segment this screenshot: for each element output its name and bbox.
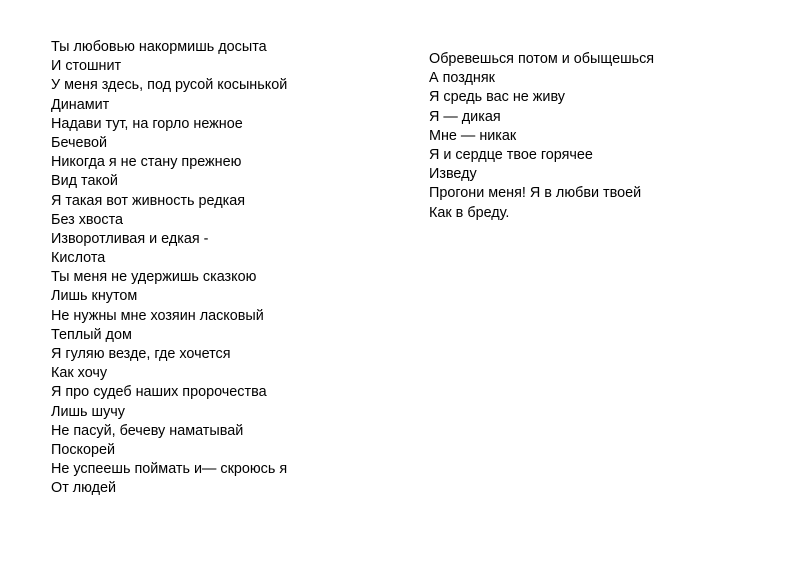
poem-line: Не успеешь поймать и— скроюсь я	[51, 461, 288, 478]
poem-line: Бечевой	[51, 134, 107, 151]
poem-line: Вид такой	[51, 173, 118, 190]
poem-line: И стошнит	[51, 58, 122, 75]
poem-line: Надави тут, на горло нежное	[51, 115, 243, 132]
poem-line: Ты любовью накормишь досыта	[51, 39, 267, 55]
poem-line: Изведу	[429, 166, 477, 183]
poem-line: Как хочу	[51, 365, 108, 382]
poem-line: Кислота	[51, 250, 106, 267]
poem-line: Поскорей	[51, 441, 116, 458]
poem-line: У меня здесь, под русой косынькой	[51, 77, 288, 94]
poem-line: Теплый дом	[51, 326, 132, 343]
poem-line: Ты меня не удержишь сказкою	[51, 269, 257, 286]
poem-line: Прогони меня! Я в любви твоей	[429, 185, 642, 202]
poem-line: От людей	[51, 480, 117, 497]
poem-line: Я средь вас не живу	[429, 89, 565, 106]
poem-line: Не пасуй, бечеву наматывай	[51, 422, 244, 439]
poem-line: Я — дикая	[429, 108, 501, 125]
poem-line: Никогда я не стану прежнею	[51, 154, 242, 171]
poem-left-column	[51, 38, 287, 499]
poem-line: Я и сердце твое горячее	[429, 146, 593, 163]
poem-line: Я такая вот живность редкая	[51, 192, 246, 209]
poem-line: Лишь шучу	[51, 403, 125, 420]
poem-line: Мне — никак	[429, 127, 517, 144]
poem-right-column	[429, 50, 654, 223]
poem-line: Не нужны мне хозяин ласковый	[51, 307, 264, 324]
poem-line: Я гуляю везде, где хочется	[51, 346, 231, 362]
poem-line: Без хвоста	[51, 211, 124, 228]
poem-line: Как в бреду.	[429, 204, 510, 221]
poem-line: А поздняк	[429, 70, 495, 87]
poem-line: Обревешься потом и обыщешься	[429, 51, 655, 67]
poem-line: Я про судеб наших пророчества	[51, 384, 267, 401]
poem-line: Изворотливая и едкая -	[51, 230, 209, 247]
poem-line: Динамит	[51, 96, 110, 113]
poem-line: Лишь кнутом	[51, 288, 138, 305]
